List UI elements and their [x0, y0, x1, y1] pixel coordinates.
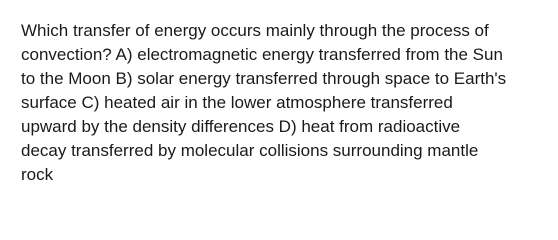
question-line: Which transfer of energy occurs mainly through the process of: [21, 21, 489, 40]
question-line: rock: [21, 165, 54, 184]
question-line: upward by the density differences D) heat from radioactive: [21, 117, 461, 136]
question-line: to the Moon B) solar energy transferred through space to Earth's: [21, 69, 507, 88]
question-line: decay transferred by molecular collisions surrounding mantle: [21, 141, 479, 160]
question-line: surface C) heated air in the lower atmosphere transferred: [21, 93, 453, 112]
question-text: [21, 19, 546, 187]
question-line: convection? A) electromagnetic energy transferred from the Sun: [21, 45, 503, 64]
